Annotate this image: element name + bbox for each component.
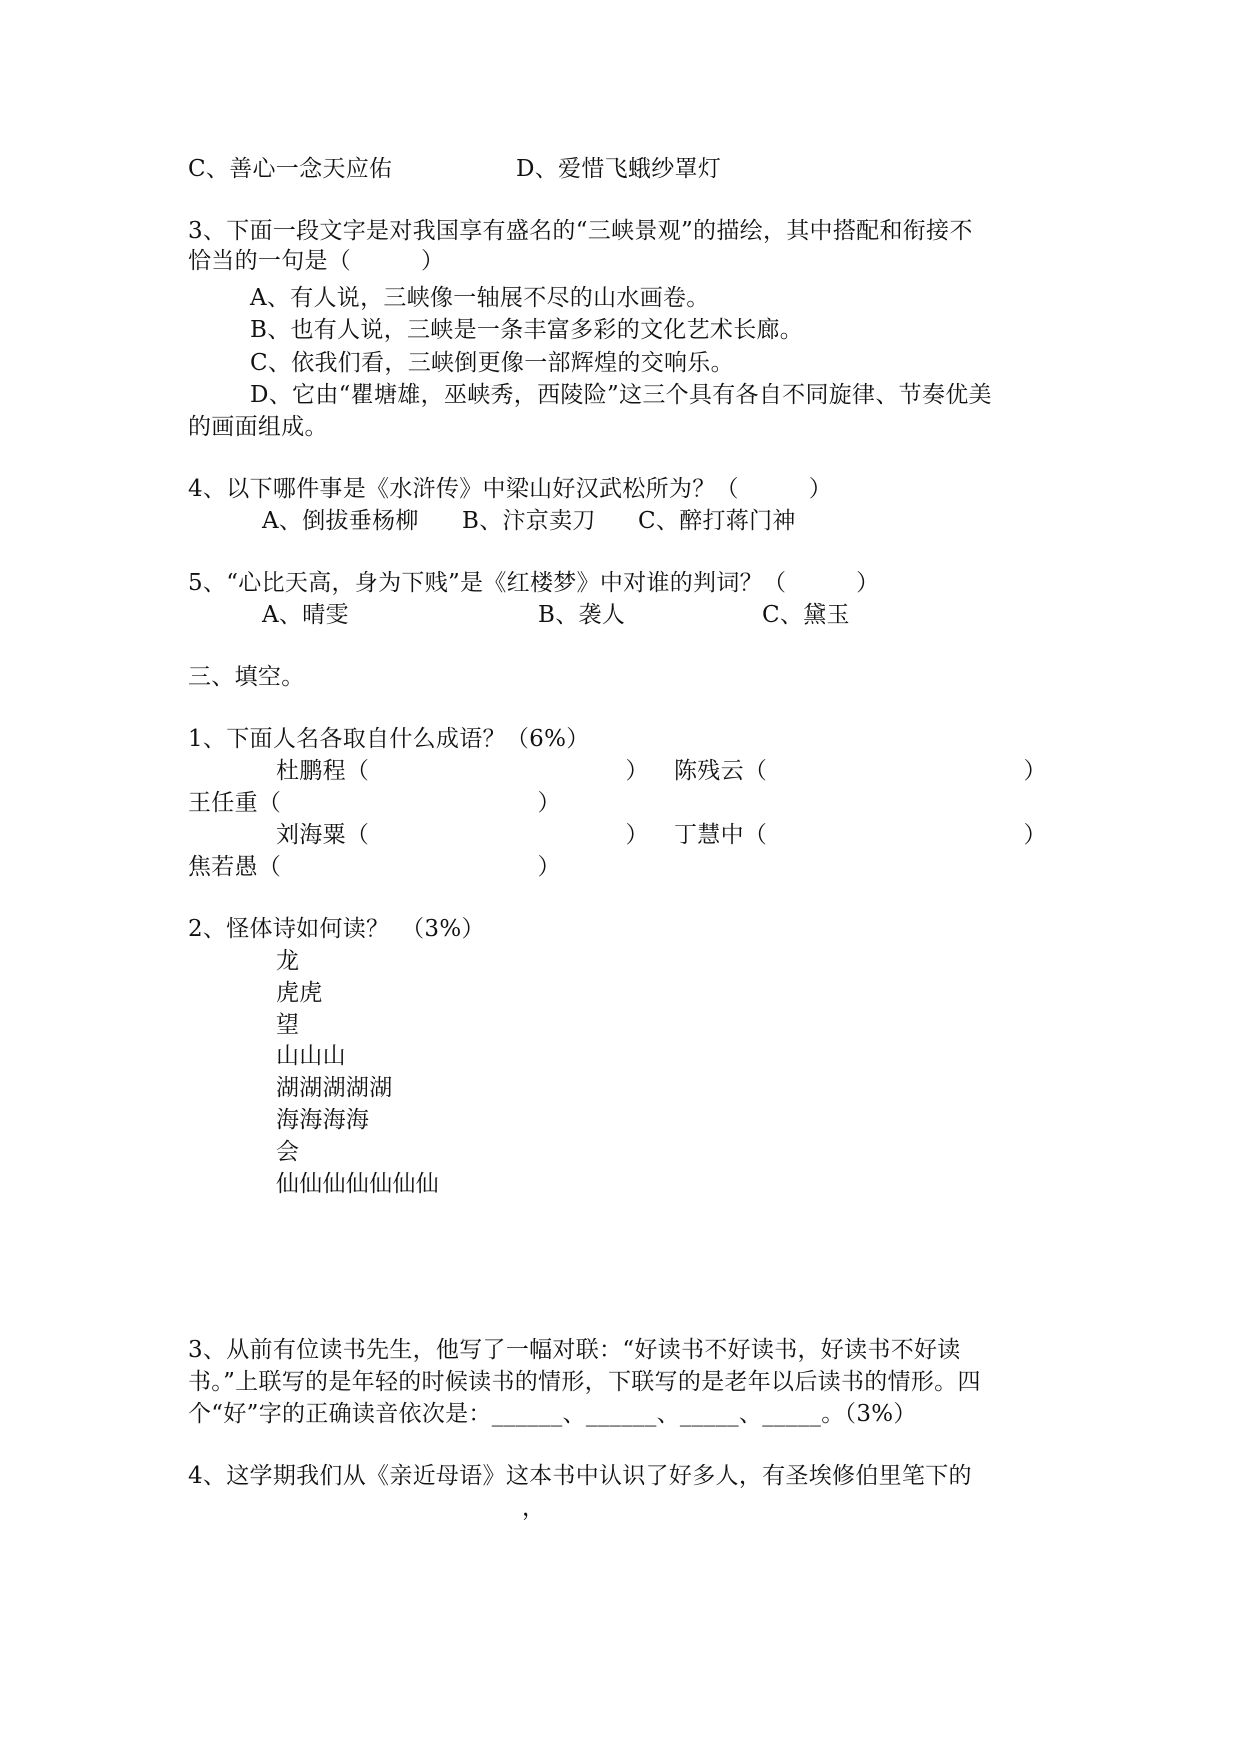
poem-line: 仙仙仙仙仙仙仙 xyxy=(276,1171,440,1197)
q4-option-b: B、汴京卖刀 xyxy=(462,508,596,534)
f1-row1-left: 杜鹏程（ ） xyxy=(276,758,649,784)
q3-option-b: B、也有人说，三峡是一条丰富多彩的文化艺术长廊。 xyxy=(250,317,804,343)
q3-option-d-line1: D、它由“瞿塘雄，巫峡秀，西陵险”这三个具有各自不同旋律、节奏优美 xyxy=(250,382,992,408)
f1-row3-left: 刘海粟（ ） xyxy=(276,822,649,848)
q5-option-a: A、晴雯 xyxy=(262,602,349,628)
poem-line: 海海海海 xyxy=(276,1107,370,1133)
poem-line: 山山山 xyxy=(276,1043,346,1069)
f4-line1: 4、这学期我们从《亲近母语》这本书中认识了好多人，有圣埃修伯里笔下的 xyxy=(188,1463,972,1489)
f1-row4: 焦若愚（ ） xyxy=(188,854,561,880)
q5-stem: 5、“心比天高，身为下贱”是《红楼梦》中对谁的判词？（ ） xyxy=(188,570,880,596)
q3-stem-line2: 恰当的一句是（ ） xyxy=(188,248,445,274)
f1-row3-right: 丁慧中（ ） xyxy=(674,822,1047,848)
poem-line: 湖湖湖湖湖 xyxy=(276,1075,393,1101)
f1-row2: 王任重（ ） xyxy=(188,790,561,816)
q4-option-a: A、倒拔垂杨柳 xyxy=(262,508,419,534)
f1-stem: 1、下面人名各取自什么成语？（6%） xyxy=(188,726,590,752)
q3-stem-line1: 3、下面一段文字是对我国享有盛名的“三峡景观”的描绘，其中搭配和衔接不 xyxy=(188,218,973,244)
f3-line3: 个“好”字的正确读音依次是：______、______、_____、_____。（3%） xyxy=(188,1401,917,1427)
q5-option-b: B、袭人 xyxy=(538,602,626,628)
q4-option-c: C、醉打蒋门神 xyxy=(638,508,796,534)
poem-line: 望 xyxy=(276,1012,300,1038)
q2-option-d: D、爱惜飞蛾纱罩灯 xyxy=(516,156,722,182)
poem-line: 龙 xyxy=(276,948,300,974)
section-heading: 三、填空。 xyxy=(188,664,305,690)
q3-option-c: C、依我们看，三峡倒更像一部辉煌的交响乐。 xyxy=(250,350,734,376)
poem-line: 虎虎 xyxy=(276,980,323,1006)
q3-option-d-line2: 的画面组成。 xyxy=(188,414,328,440)
q2-option-c: C、善心一念天应佑 xyxy=(188,156,393,182)
poem-line: 会 xyxy=(276,1139,300,1165)
f4-line2: ， xyxy=(522,1495,546,1521)
q4-stem: 4、以下哪件事是《水浒传》中梁山好汉武松所为？（ ） xyxy=(188,476,833,502)
f3-line1: 3、从前有位读书先生，他写了一幅对联：“好读书不好读书，好读书不好读 xyxy=(188,1337,961,1363)
q5-option-c: C、黛玉 xyxy=(762,602,850,628)
q3-option-a: A、有人说，三峡像一轴展不尽的山水画卷。 xyxy=(250,285,710,311)
f3-line2: 书。”上联写的是年轻的时候读书的情形，下联写的是老年以后读书的情形。四 xyxy=(188,1369,981,1395)
f1-row1-right: 陈残云（ ） xyxy=(674,758,1047,784)
f2-stem: 2、怪体诗如何读？ （3%） xyxy=(188,916,485,942)
